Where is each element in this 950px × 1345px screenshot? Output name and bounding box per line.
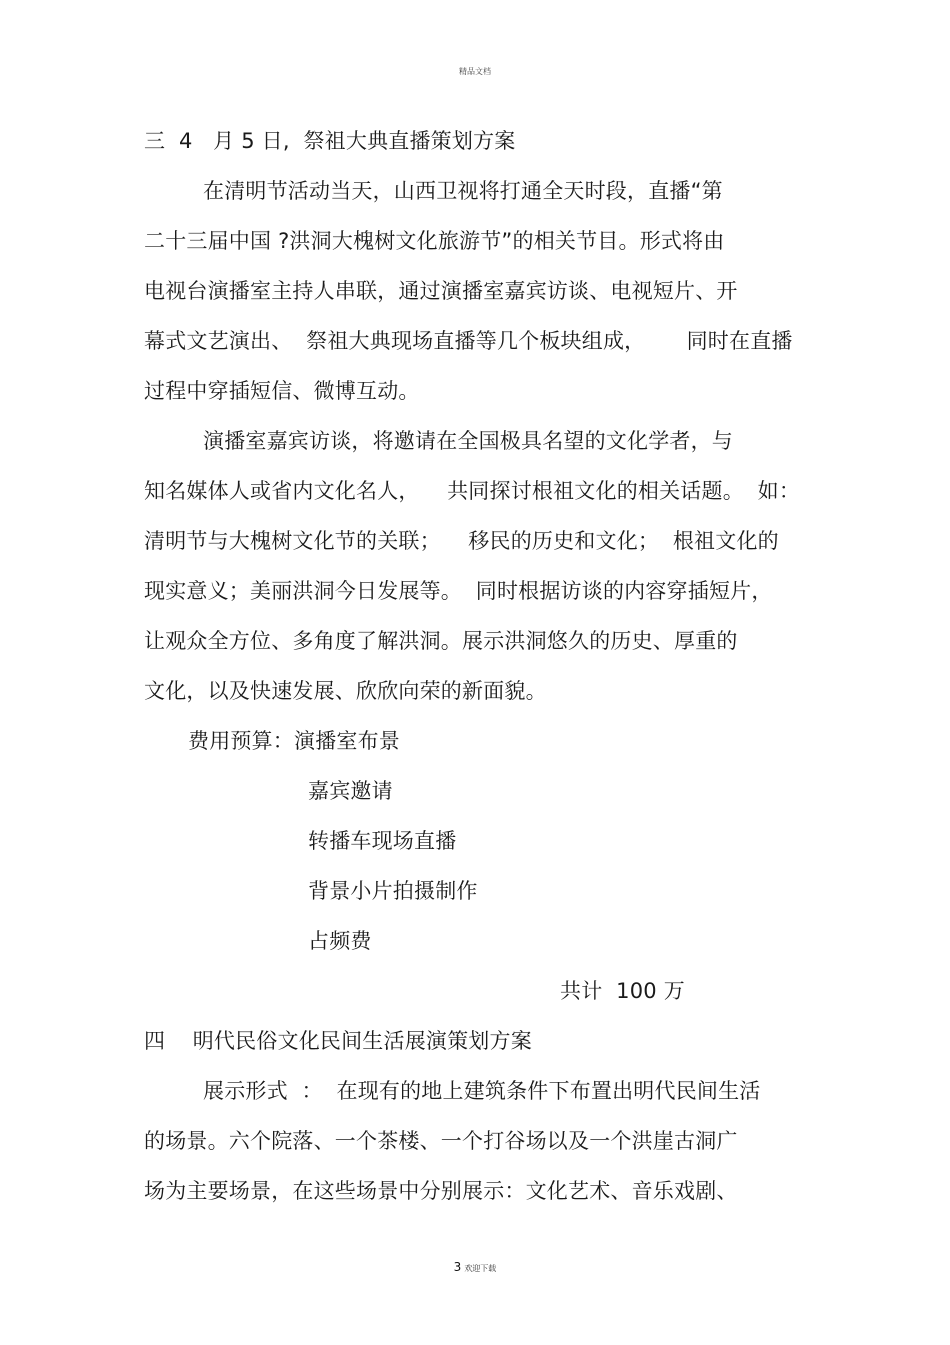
paragraph-line: 清明节与大槐树文化节的关联； 移民的历史和文化； 根祖文化的	[144, 529, 779, 553]
page-footer	[0, 1260, 950, 1274]
paragraph-line: 幕式文艺演出、 祭祖大典现场直播等几个板块组成， 同时在直播	[144, 329, 793, 353]
budget-item: 占频费	[308, 929, 372, 953]
budget-total: 共计 100 万	[560, 979, 685, 1003]
budget-item: 转播车现场直播	[308, 829, 457, 853]
paragraph-line: 文化，以及快速发展、欣欣向荣的新面貌。	[144, 679, 547, 703]
section-4-heading: 四 明代民俗文化民间生活展演策划方案	[144, 1029, 532, 1053]
paragraph-line: 现实意义；美丽洪洞今日发展等。 同时根据访谈的内容穿插短片，	[144, 579, 773, 603]
paragraph-line: 展示形式 ： 在现有的地上建筑条件下布置出明代民间生活	[203, 1079, 761, 1103]
paragraph-line: 过程中穿插短信、微博互动。	[144, 379, 420, 403]
paragraph-line: 知名媒体人或省内文化名人， 共同探讨根祖文化的相关话题。 如：	[144, 479, 801, 503]
budget-label-line: 费用预算：演播室布景	[188, 729, 400, 753]
paragraph-line: 演播室嘉宾访谈，将邀请在全国极具名望的文化学者，与	[203, 429, 733, 453]
page-header: 精品文档	[459, 67, 491, 76]
page-number: 3	[453, 1260, 462, 1274]
paragraph-line: 让观众全方位、多角度了解洪洞。展示洪洞悠久的历史、厚重的	[144, 629, 738, 653]
footer-text: 欢迎下载	[464, 1264, 497, 1273]
paragraph-line: 电视台演播室主持人串联，通过演播室嘉宾访谈、电视短片、开	[144, 279, 738, 303]
paragraph-line: 的场景。六个院落、一个茶楼、一个打谷场以及一个洪崖古洞广	[144, 1129, 738, 1153]
paragraph-line: 二十三届中国 ?洪洞大槐树文化旅游节”的相关节目。形式将由	[144, 229, 725, 253]
budget-item: 嘉宾邀请	[308, 779, 393, 803]
paragraph-line: 场为主要场景，在这些场景中分别展示：文化艺术、音乐戏剧、	[144, 1179, 738, 1203]
section-3-heading: 三 4 月 5 日, 祭祖大典直播策划方案	[144, 129, 516, 153]
paragraph-line: 在清明节活动当天，山西卫视将打通全天时段，直播“第	[203, 179, 723, 203]
budget-item: 背景小片拍摄制作	[308, 879, 478, 903]
